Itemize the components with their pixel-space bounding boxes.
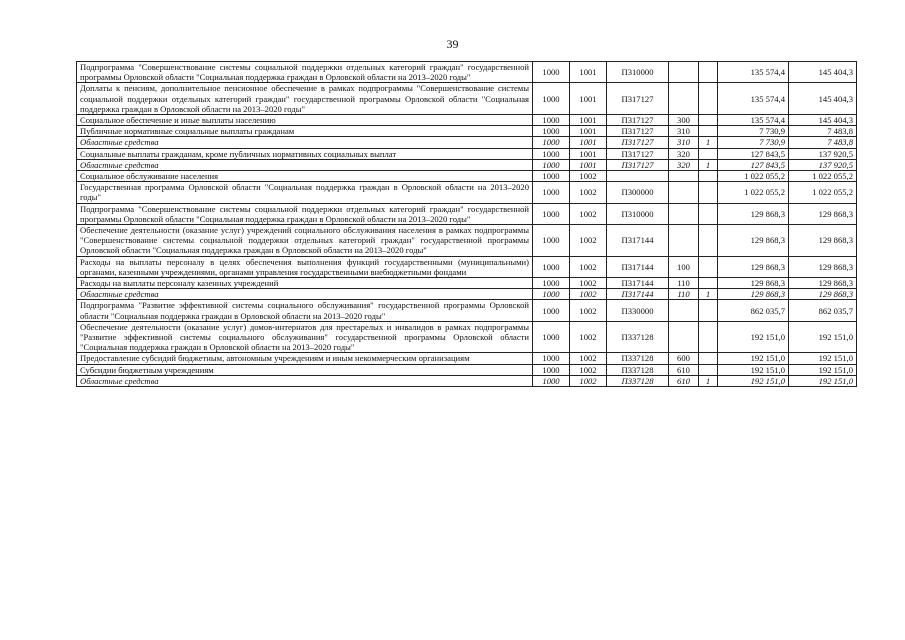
amount-year1-cell: 192 151,0 — [718, 364, 789, 375]
funding-source-cell — [699, 148, 718, 159]
section-code-cell: 1000 — [533, 321, 570, 353]
row-name-cell: Подпрограмма "Совершенствование системы социальной поддержки отдельных категорий граждан" государственной программы Орловской области "Социальная поддержка граждан в Орловской области на 2013–2020 годы" — [77, 203, 533, 224]
table-row — [77, 289, 857, 300]
target-article-cell: П317144 — [607, 289, 669, 300]
subsection-code-cell: 1002 — [570, 321, 607, 353]
table-row — [77, 203, 857, 224]
target-article-cell: П317127 — [607, 83, 669, 115]
amount-year2-cell: 1 022 055,2 — [789, 171, 857, 182]
funding-source-cell: 1 — [699, 159, 718, 170]
funding-source-cell: 1 — [699, 137, 718, 148]
expense-type-cell — [669, 203, 699, 224]
subsection-code-cell: 1002 — [570, 364, 607, 375]
budget-table-body — [77, 62, 857, 387]
row-name-cell: Социальное обслуживание населения — [77, 171, 533, 182]
subsection-code-cell: 1002 — [570, 256, 607, 277]
subsection-code-cell: 1002 — [570, 300, 607, 321]
amount-year1-cell: 127 843,5 — [718, 159, 789, 170]
funding-source-cell — [699, 300, 718, 321]
funding-source-cell — [699, 321, 718, 353]
section-code-cell: 1000 — [533, 148, 570, 159]
table-row — [77, 159, 857, 170]
expense-type-cell: 110 — [669, 289, 699, 300]
target-article-cell: П317127 — [607, 137, 669, 148]
amount-year1-cell: 862 035,7 — [718, 300, 789, 321]
amount-year2-cell: 7 483,8 — [789, 137, 857, 148]
row-name-cell: Обеспечение деятельности (оказание услуг) домов-интернатов для престарелых и инвалидов в рамках подпрограммы "Развитие эффективной системы социального обслуживания" государственной программы Орловской области "Социальная поддержка граждан в Орловской области на 2013–2020 годы" — [77, 321, 533, 353]
row-name-cell: Подпрограмма "Развитие эффективной системы социального обслуживания" государственной программы Орловской области "Социальная поддержка граждан в Орловской области на 2013–2020 годы" — [77, 300, 533, 321]
section-code-cell: 1000 — [533, 375, 570, 386]
amount-year1-cell: 192 151,0 — [718, 375, 789, 386]
row-name-cell: Доплаты к пенсиям, дополнительное пенсионное обеспечение в рамках подпрограммы "Совершенствование системы социальной поддержки отдельных категорий граждан" государственной программы Орловской области "Социальная поддержка граждан в Орловской области на 2013–2020 годы" — [77, 83, 533, 115]
expense-type-cell: 610 — [669, 375, 699, 386]
table-row — [77, 300, 857, 321]
amount-year1-cell: 1 022 055,2 — [718, 182, 789, 203]
subsection-code-cell: 1002 — [570, 225, 607, 257]
row-name-cell: Подпрограмма "Совершенствование системы социальной поддержки отдельных категорий граждан" государственной программы Орловской области "Социальная поддержка граждан в Орловской области на 2013–2020 годы" — [77, 62, 533, 83]
subsection-code-cell: 1002 — [570, 353, 607, 364]
table-row — [77, 321, 857, 353]
amount-year2-cell: 862 035,7 — [789, 300, 857, 321]
target-article-cell: П330000 — [607, 300, 669, 321]
expense-type-cell: 310 — [669, 137, 699, 148]
expense-type-cell — [669, 321, 699, 353]
expense-type-cell — [669, 83, 699, 115]
amount-year2-cell: 145 404,3 — [789, 62, 857, 83]
subsection-code-cell: 1002 — [570, 375, 607, 386]
table-row — [77, 115, 857, 126]
target-article-cell: П300000 — [607, 182, 669, 203]
subsection-code-cell: 1002 — [570, 278, 607, 289]
expense-type-cell: 320 — [669, 148, 699, 159]
target-article-cell: П317127 — [607, 115, 669, 126]
subsection-code-cell: 1001 — [570, 148, 607, 159]
section-code-cell: 1000 — [533, 137, 570, 148]
amount-year1-cell: 135 574,4 — [718, 62, 789, 83]
page-number: 39 — [446, 37, 459, 51]
subsection-code-cell: 1001 — [570, 115, 607, 126]
target-article-cell: П337128 — [607, 353, 669, 364]
row-name-cell: Обеспечение деятельности (оказание услуг) учреждений социального обслуживания населения в рамках подпрограммы "Совершенствование системы социальной поддержки отдельных категорий граждан" государственной программы Орловской области "Социальная поддержка граждан в Орловской области на 2013–2020 годы" — [77, 225, 533, 257]
subsection-code-cell: 1001 — [570, 62, 607, 83]
amount-year1-cell: 129 868,3 — [718, 225, 789, 257]
subsection-code-cell: 1001 — [570, 137, 607, 148]
funding-source-cell — [699, 182, 718, 203]
table-row — [77, 182, 857, 203]
target-article-cell: П317127 — [607, 159, 669, 170]
table-row — [77, 353, 857, 364]
funding-source-cell — [699, 256, 718, 277]
section-code-cell: 1000 — [533, 289, 570, 300]
table-row — [77, 83, 857, 115]
subsection-code-cell: 1002 — [570, 171, 607, 182]
funding-source-cell — [699, 203, 718, 224]
amount-year1-cell: 129 868,3 — [718, 289, 789, 300]
amount-year2-cell: 145 404,3 — [789, 83, 857, 115]
amount-year2-cell: 1 022 055,2 — [789, 182, 857, 203]
table-row — [77, 375, 857, 386]
section-code-cell: 1000 — [533, 115, 570, 126]
row-name-cell: Социальные выплаты гражданам, кроме публичных нормативных социальных выплат — [77, 148, 533, 159]
funding-source-cell — [699, 225, 718, 257]
amount-year2-cell: 137 920,5 — [789, 148, 857, 159]
subsection-code-cell: 1001 — [570, 159, 607, 170]
target-article-cell: П337128 — [607, 321, 669, 353]
table-row — [77, 126, 857, 137]
table-row — [77, 364, 857, 375]
amount-year2-cell: 129 868,3 — [789, 225, 857, 257]
target-article-cell: П310000 — [607, 203, 669, 224]
section-code-cell: 1000 — [533, 300, 570, 321]
section-code-cell: 1000 — [533, 182, 570, 203]
row-name-cell: Субсидии бюджетным учреждениям — [77, 364, 533, 375]
table-row — [77, 171, 857, 182]
subsection-code-cell: 1002 — [570, 289, 607, 300]
expense-type-cell — [669, 171, 699, 182]
amount-year2-cell: 192 151,0 — [789, 375, 857, 386]
amount-year1-cell: 129 868,3 — [718, 203, 789, 224]
target-article-cell: П317144 — [607, 256, 669, 277]
amount-year1-cell: 127 843,5 — [718, 148, 789, 159]
row-name-cell: Государственная программа Орловской области "Социальная поддержка граждан в Орловской области на 2013–2020 годы" — [77, 182, 533, 203]
target-article-cell: П317144 — [607, 225, 669, 257]
amount-year1-cell: 7 730,9 — [718, 137, 789, 148]
amount-year1-cell: 135 574,4 — [718, 115, 789, 126]
subsection-code-cell: 1001 — [570, 126, 607, 137]
section-code-cell: 1000 — [533, 159, 570, 170]
expense-type-cell: 310 — [669, 126, 699, 137]
table-row — [77, 62, 857, 83]
amount-year2-cell: 192 151,0 — [789, 321, 857, 353]
target-article-cell: П317127 — [607, 126, 669, 137]
section-code-cell: 1000 — [533, 278, 570, 289]
row-name-cell: Публичные нормативные социальные выплаты гражданам — [77, 126, 533, 137]
amount-year1-cell: 192 151,0 — [718, 321, 789, 353]
expense-type-cell: 300 — [669, 115, 699, 126]
subsection-code-cell: 1001 — [570, 83, 607, 115]
row-name-cell: Расходы на выплаты персоналу в целях обеспечения выполнения функций государственными (муниципальными) органами, казенными учреждениями, органами управления государственными внебюджетными фондами — [77, 256, 533, 277]
row-name-cell: Расходы на выплаты персоналу казенных учреждений — [77, 278, 533, 289]
amount-year2-cell: 129 868,3 — [789, 203, 857, 224]
table-row — [77, 278, 857, 289]
target-article-cell: П317127 — [607, 148, 669, 159]
amount-year2-cell: 129 868,3 — [789, 278, 857, 289]
expense-type-cell: 110 — [669, 278, 699, 289]
amount-year2-cell: 192 151,0 — [789, 353, 857, 364]
expense-type-cell — [669, 225, 699, 257]
row-name-cell: Областные средства — [77, 375, 533, 386]
amount-year2-cell: 145 404,3 — [789, 115, 857, 126]
expense-type-cell — [669, 300, 699, 321]
section-code-cell: 1000 — [533, 62, 570, 83]
section-code-cell: 1000 — [533, 126, 570, 137]
amount-year1-cell: 7 730,9 — [718, 126, 789, 137]
amount-year2-cell: 192 151,0 — [789, 364, 857, 375]
target-article-cell: П310000 — [607, 62, 669, 83]
section-code-cell: 1000 — [533, 364, 570, 375]
section-code-cell: 1000 — [533, 225, 570, 257]
row-name-cell: Социальное обеспечение и иные выплаты населению — [77, 115, 533, 126]
row-name-cell: Областные средства — [77, 137, 533, 148]
funding-source-cell — [699, 83, 718, 115]
expense-type-cell — [669, 182, 699, 203]
amount-year2-cell: 137 920,5 — [789, 159, 857, 170]
table-row — [77, 225, 857, 257]
amount-year1-cell: 192 151,0 — [718, 353, 789, 364]
target-article-cell: П317144 — [607, 278, 669, 289]
target-article-cell — [607, 171, 669, 182]
funding-source-cell — [699, 364, 718, 375]
funding-source-cell — [699, 126, 718, 137]
amount-year1-cell: 129 868,3 — [718, 278, 789, 289]
amount-year2-cell: 7 483,8 — [789, 126, 857, 137]
expense-type-cell: 320 — [669, 159, 699, 170]
amount-year1-cell: 129 868,3 — [718, 256, 789, 277]
funding-source-cell — [699, 278, 718, 289]
section-code-cell: 1000 — [533, 353, 570, 364]
target-article-cell: П337128 — [607, 364, 669, 375]
target-article-cell: П337128 — [607, 375, 669, 386]
row-name-cell: Предоставление субсидий бюджетным, автономным учреждениям и иным некоммерческим организациям — [77, 353, 533, 364]
row-name-cell: Областные средства — [77, 289, 533, 300]
funding-source-cell — [699, 353, 718, 364]
amount-year1-cell: 135 574,4 — [718, 83, 789, 115]
section-code-cell: 1000 — [533, 203, 570, 224]
funding-source-cell — [699, 62, 718, 83]
table-row — [77, 148, 857, 159]
table-row — [77, 137, 857, 148]
subsection-code-cell: 1002 — [570, 203, 607, 224]
expense-type-cell: 100 — [669, 256, 699, 277]
funding-source-cell: 1 — [699, 375, 718, 386]
budget-table — [76, 61, 857, 387]
section-code-cell: 1000 — [533, 256, 570, 277]
funding-source-cell — [699, 115, 718, 126]
funding-source-cell — [699, 171, 718, 182]
table-row — [77, 256, 857, 277]
expense-type-cell: 600 — [669, 353, 699, 364]
section-code-cell: 1000 — [533, 83, 570, 115]
subsection-code-cell: 1002 — [570, 182, 607, 203]
funding-source-cell: 1 — [699, 289, 718, 300]
amount-year1-cell: 1 022 055,2 — [718, 171, 789, 182]
amount-year2-cell: 129 868,3 — [789, 289, 857, 300]
expense-type-cell — [669, 62, 699, 83]
expense-type-cell: 610 — [669, 364, 699, 375]
row-name-cell: Областные средства — [77, 159, 533, 170]
amount-year2-cell: 129 868,3 — [789, 256, 857, 277]
section-code-cell: 1000 — [533, 171, 570, 182]
